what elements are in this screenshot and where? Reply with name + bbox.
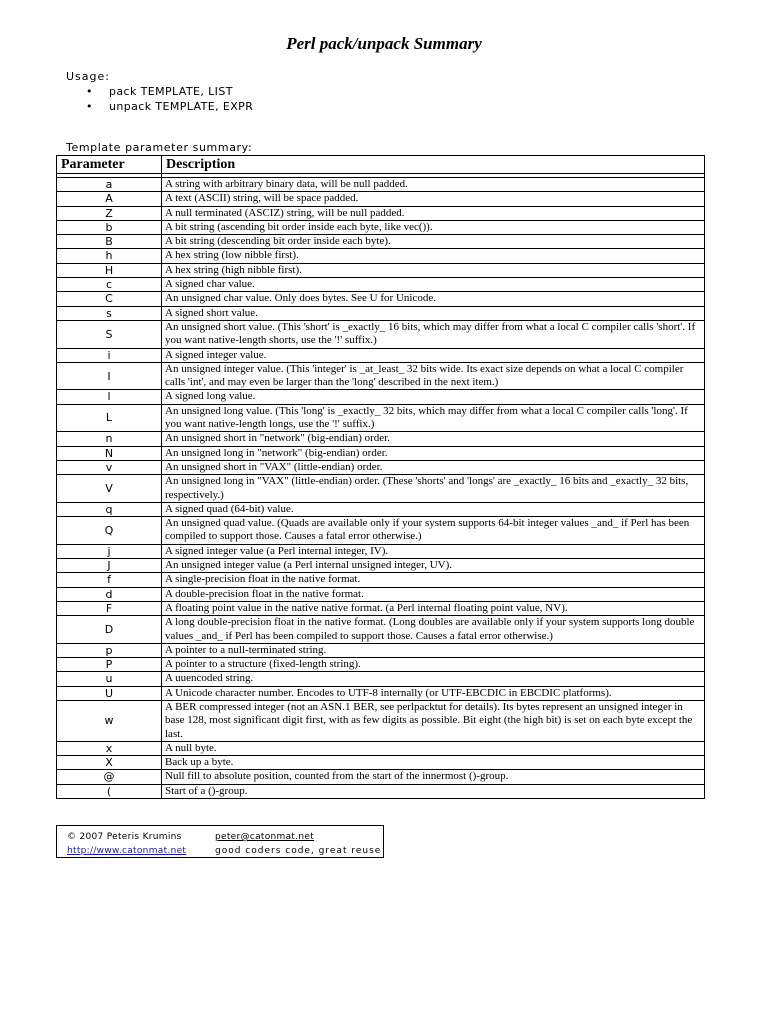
table-row: [57, 616, 705, 644]
parameter-description: An unsigned short in "network" (big-endian) order.: [162, 432, 705, 446]
parameter-description: A long double-precision float in the native format. (Long doubles are available only if your system supports long double values _and_ if Perl has been compiled to support those. Causes a fatal error otherwise.): [162, 616, 705, 644]
parameter-code: L: [57, 404, 162, 432]
table-header-row: [57, 156, 705, 174]
parameter-code: F: [57, 601, 162, 615]
parameter-description: A signed integer value (a Perl internal integer, IV).: [162, 544, 705, 558]
parameter-code: w: [57, 700, 162, 741]
parameter-description: A bit string (descending bit order inside each byte).: [162, 235, 705, 249]
table-row: [57, 686, 705, 700]
parameter-description: An unsigned short value. (This 'short' is _exactly_ 16 bits, which may differ from what a local C compiler calls 'short'. If you want native-length shorts, use the '!' suffix.): [162, 320, 705, 348]
table-row: [57, 502, 705, 516]
parameter-description: A uuencoded string.: [162, 672, 705, 686]
parameter-description: A bit string (ascending bit order inside each byte, like vec()).: [162, 220, 705, 234]
parameter-description: A pointer to a null-terminated string.: [162, 643, 705, 657]
parameter-code: S: [57, 320, 162, 348]
parameter-description: An unsigned integer value (a Perl internal unsigned integer, UV).: [162, 559, 705, 573]
parameter-description: A null terminated (ASCIZ) string, will be null padded.: [162, 206, 705, 220]
parameter-code: P: [57, 658, 162, 672]
table-row: [57, 263, 705, 277]
parameter-code: b: [57, 220, 162, 234]
table-row: [57, 559, 705, 573]
usage-item-text: pack TEMPLATE, LIST: [109, 85, 233, 98]
parameter-description: A double-precision float in the native format.: [162, 587, 705, 601]
parameter-code: I: [57, 362, 162, 390]
parameter-code: N: [57, 446, 162, 460]
parameter-description: A signed short value.: [162, 306, 705, 320]
parameter-code: C: [57, 292, 162, 306]
table-row: [57, 544, 705, 558]
parameter-code: D: [57, 616, 162, 644]
parameter-description: A signed integer value.: [162, 348, 705, 362]
website-link[interactable]: http://www.catonmat.net: [67, 846, 187, 856]
parameter-code: u: [57, 672, 162, 686]
parameter-code: l: [57, 390, 162, 404]
parameter-code: Q: [57, 517, 162, 545]
table-row: [57, 784, 705, 798]
parameter-code: i: [57, 348, 162, 362]
page-title: Perl pack/unpack Summary: [286, 34, 482, 53]
footer-box: [56, 825, 384, 858]
copyright-text: © 2007 Peteris Krumins: [67, 832, 182, 842]
parameter-code: s: [57, 306, 162, 320]
table-row: [57, 446, 705, 460]
bullet-icon: •: [86, 85, 93, 98]
parameter-description: An unsigned long in "network" (big-endian) order.: [162, 446, 705, 460]
table-row: [57, 756, 705, 770]
table-row: [57, 404, 705, 432]
table-row: [57, 475, 705, 503]
motto-text: good coders code, great reuse: [215, 846, 382, 856]
table-row: [57, 206, 705, 220]
table-row: [57, 587, 705, 601]
parameter-description: A string with arbitrary binary data, will be null padded.: [162, 178, 705, 192]
parameter-description: An unsigned char value. Only does bytes. See U for Unicode.: [162, 292, 705, 306]
parameter-code: Z: [57, 206, 162, 220]
parameter-description: A pointer to a structure (fixed-length string).: [162, 658, 705, 672]
parameter-description: A signed char value.: [162, 278, 705, 292]
table-row: [57, 348, 705, 362]
table-row: [57, 362, 705, 390]
parameter-description: An unsigned long value. (This 'long' is _exactly_ 32 bits, which may differ from what a local C compiler calls 'long'. If you want native-length longs, use the '!' suffix.): [162, 404, 705, 432]
parameter-description: Null fill to absolute position, counted from the start of the innermost ()-group.: [162, 770, 705, 784]
parameter-description: A floating point value in the native native format. (a Perl internal floating point value, NV).: [162, 601, 705, 615]
parameter-description: A signed quad (64-bit) value.: [162, 502, 705, 516]
usage-list: [86, 84, 253, 114]
parameter-description: A BER compressed integer (not an ASN.1 BER, see perlpacktut for details). Its bytes represent an unsigned integer in base 128, most significant digit first, with as few digits as possible. Bit eight (the high bit) is set on each byte except the last.: [162, 700, 705, 741]
bullet-icon: •: [86, 100, 93, 113]
table-row: [57, 249, 705, 263]
parameter-code: p: [57, 643, 162, 657]
parameter-code: H: [57, 263, 162, 277]
table-row: [57, 672, 705, 686]
table-row: [57, 601, 705, 615]
description-column-header: Description: [162, 156, 705, 174]
table-row: [57, 390, 705, 404]
table-row: [57, 573, 705, 587]
parameter-code: V: [57, 475, 162, 503]
table-row: [57, 192, 705, 206]
parameter-code: f: [57, 573, 162, 587]
parameter-code: a: [57, 178, 162, 192]
parameter-code: (: [57, 784, 162, 798]
parameter-table: [56, 155, 705, 799]
table-row: [57, 220, 705, 234]
parameter-description: An unsigned quad value. (Quads are available only if your system supports 64-bit integer values _and_ if Perl has been compiled to support those. Causes a fatal error otherwise.): [162, 517, 705, 545]
parameter-code: h: [57, 249, 162, 263]
parameter-code: B: [57, 235, 162, 249]
parameter-code: c: [57, 278, 162, 292]
usage-item: [86, 84, 253, 99]
parameter-code: v: [57, 460, 162, 474]
parameter-description: An unsigned integer value. (This 'integer' is _at_least_ 32 bits wide. Its exact size depends on what a local C compiler calls 'int', and may even be larger than the 'long' described in the next item.): [162, 362, 705, 390]
parameter-description: A single-precision float in the native format.: [162, 573, 705, 587]
table-caption: Template parameter summary:: [66, 141, 253, 154]
table-row: [57, 460, 705, 474]
parameter-description: Start of a ()-group.: [162, 784, 705, 798]
usage-item-text: unpack TEMPLATE, EXPR: [109, 100, 254, 113]
table-row: [57, 741, 705, 755]
email-link[interactable]: peter@catonmat.net: [215, 832, 315, 842]
parameter-code: A: [57, 192, 162, 206]
table-row: [57, 306, 705, 320]
table-row: [57, 432, 705, 446]
parameter-table-body: [57, 174, 705, 799]
parameter-code: X: [57, 756, 162, 770]
parameter-description: A null byte.: [162, 741, 705, 755]
table-row: [57, 517, 705, 545]
table-row: [57, 643, 705, 657]
parameter-column-header: Parameter: [57, 156, 162, 174]
parameter-code: d: [57, 587, 162, 601]
parameter-code: j: [57, 544, 162, 558]
parameter-code: U: [57, 686, 162, 700]
usage-label: Usage:: [66, 70, 110, 83]
parameter-code: q: [57, 502, 162, 516]
parameter-description: A Unicode character number. Encodes to UTF-8 internally (or UTF-EBCDIC in EBCDIC platforms).: [162, 686, 705, 700]
table-row: [57, 658, 705, 672]
parameter-code: x: [57, 741, 162, 755]
parameter-code: @: [57, 770, 162, 784]
parameter-description: An unsigned long in "VAX" (little-endian) order. (These 'shorts' and 'longs' are _exactly_ 16 bits and _exactly_ 32 bits, respectively.): [162, 475, 705, 503]
usage-item: [86, 99, 253, 114]
parameter-description: A hex string (low nibble first).: [162, 249, 705, 263]
table-row: [57, 700, 705, 741]
parameter-description: A signed long value.: [162, 390, 705, 404]
parameter-code: n: [57, 432, 162, 446]
table-row: [57, 178, 705, 192]
parameter-description: A hex string (high nibble first).: [162, 263, 705, 277]
table-row: [57, 292, 705, 306]
table-row: [57, 320, 705, 348]
parameter-code: J: [57, 559, 162, 573]
parameter-description: A text (ASCII) string, will be space padded.: [162, 192, 705, 206]
parameter-description: Back up a byte.: [162, 756, 705, 770]
table-row: [57, 770, 705, 784]
table-row: [57, 278, 705, 292]
parameter-description: An unsigned short in "VAX" (little-endian) order.: [162, 460, 705, 474]
table-row: [57, 235, 705, 249]
